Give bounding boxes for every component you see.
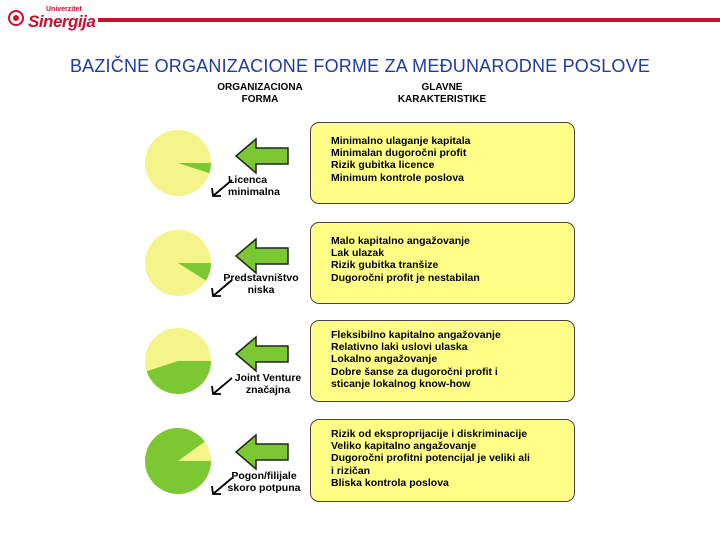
pie-slice-control (145, 428, 211, 494)
arrow-left-icon (234, 136, 290, 176)
form-label-level: skoro potpuna (227, 482, 301, 494)
characteristics-box-predstavnistvo (310, 222, 575, 304)
arrow-left-icon (234, 334, 290, 374)
characteristic-line: Dugoročni profit je nestabilan (331, 271, 480, 284)
sinergija-logo (8, 6, 98, 32)
characteristic-line: Dobre šanse za dugoročni profit i (331, 365, 498, 378)
column-heading-characteristics (380, 82, 504, 106)
logo-emblem-icon (8, 10, 24, 26)
column-heading-form-line2: FORMA (241, 94, 279, 105)
form-label-level: minimalna (228, 186, 280, 198)
column-heading-char-line1: GLAVNE (421, 82, 463, 93)
characteristic-line: sticanje lokalnog know-how (331, 377, 471, 390)
logo-university-text: Univerzitet (46, 6, 82, 13)
form-label-joint-venture (224, 372, 312, 396)
column-heading-form-line1: ORGANIZACIONA (217, 82, 303, 93)
form-label-name: Joint Venture (234, 372, 302, 384)
characteristic-line: Lokalno angažovanje (331, 353, 438, 366)
form-label-name: Predstavništvo (223, 272, 299, 284)
form-label-level: značajna (245, 384, 291, 396)
characteristic-line: Rizik gubitka licence (331, 159, 435, 172)
characteristic-line: Rizik od eksproprijacije i diskriminacije (331, 428, 528, 440)
header-bar (98, 18, 720, 22)
characteristic-line: Veliko kapitalno angažovanje (331, 440, 477, 453)
characteristic-line: Minimalno ulaganje kapitala (331, 135, 471, 147)
characteristics-box-joint-venture (310, 320, 575, 402)
characteristic-line: Rizik gubitka tranšize (331, 259, 439, 272)
characteristics-box-pogon-filijale (310, 419, 575, 502)
characteristic-line: Relativno laki uslovi ulaska (331, 341, 468, 354)
characteristic-line: Dugoročni profitni potencijal je veliki ali (331, 452, 530, 465)
form-label-name: Pogon/filijale (231, 470, 297, 482)
page-title: BAZIČNE ORGANIZACIONE FORME ZA MEĐUNARODNE POSLOVE (69, 56, 651, 76)
arrow-left-icon (234, 432, 290, 472)
characteristic-line: Bliska kontrola poslova (331, 476, 449, 489)
pie-chart-pogon-filijale (143, 426, 213, 496)
pie-chart-joint-venture (143, 326, 213, 396)
characteristic-line: Minimalan dugoročni profit (331, 147, 467, 160)
characteristic-line: Minimum kontrole poslova (331, 171, 465, 184)
column-heading-form (204, 82, 316, 106)
form-label-level: niska (247, 284, 275, 296)
pie-chart-licenca (143, 128, 213, 198)
characteristics-box-licenca (310, 122, 575, 204)
form-label-licenca (228, 174, 294, 198)
arrow-left-icon (234, 236, 290, 276)
characteristic-line: Lak ulazak (331, 247, 385, 260)
characteristic-line: Malo kapitalno angažovanje (331, 235, 470, 247)
characteristic-line: i rizičan (331, 464, 371, 477)
form-label-predstavnistvo (216, 272, 306, 296)
characteristic-line: Fleksibilno kapitalno angažovanje (331, 329, 501, 341)
form-label-pogon-filijale (218, 470, 310, 494)
logo-name: Sinergija (28, 12, 96, 31)
pie-chart-predstavnistvo (143, 228, 213, 298)
column-heading-char-line2: KARAKTERISTIKE (397, 94, 487, 105)
form-label-name: Licenca (228, 174, 268, 186)
